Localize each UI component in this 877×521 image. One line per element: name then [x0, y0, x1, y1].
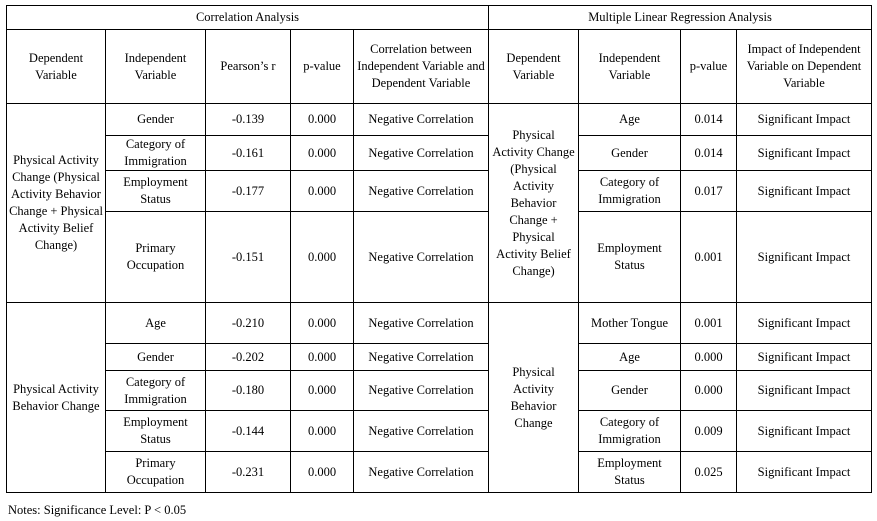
reg-pvalue: 0.000 [681, 371, 737, 411]
header-corr-independent: Independent Variable [106, 30, 206, 104]
pearson-r: -0.231 [206, 452, 291, 493]
corr-independent: Gender [106, 344, 206, 371]
corr-independent: Category of Immigration [106, 371, 206, 411]
header-reg-independent: Independent Variable [579, 30, 681, 104]
reg-independent: Category of Immigration [579, 411, 681, 452]
corr-pvalue: 0.000 [291, 371, 354, 411]
corr-relation: Negative Correlation [354, 104, 489, 136]
results-table [6, 5, 872, 493]
reg-impact: Significant Impact [737, 104, 872, 136]
reg-dependent-behavior: Physical Activity Behavior Change [489, 303, 579, 493]
reg-pvalue: 0.001 [681, 212, 737, 303]
corr-pvalue: 0.000 [291, 452, 354, 493]
reg-pvalue: 0.014 [681, 136, 737, 171]
reg-impact: Significant Impact [737, 411, 872, 452]
corr-pvalue: 0.000 [291, 303, 354, 344]
reg-independent: Mother Tongue [579, 303, 681, 344]
corr-relation: Negative Correlation [354, 344, 489, 371]
reg-impact: Significant Impact [737, 212, 872, 303]
pearson-r: -0.202 [206, 344, 291, 371]
corr-pvalue: 0.000 [291, 171, 354, 212]
pearson-r: -0.151 [206, 212, 291, 303]
pearson-r: -0.177 [206, 171, 291, 212]
pearson-r: -0.210 [206, 303, 291, 344]
reg-pvalue: 0.009 [681, 411, 737, 452]
corr-independent: Category of Immigration [106, 136, 206, 171]
reg-impact: Significant Impact [737, 452, 872, 493]
corr-relation: Negative Correlation [354, 371, 489, 411]
header-corr-relation: Correlation between Independent Variable and Dependent Variable [354, 30, 489, 104]
header-reg-pvalue: p-value [681, 30, 737, 104]
reg-impact: Significant Impact [737, 303, 872, 344]
corr-pvalue: 0.000 [291, 104, 354, 136]
pearson-r: -0.161 [206, 136, 291, 171]
corr-independent: Employment Status [106, 171, 206, 212]
corr-independent: Primary Occupation [106, 452, 206, 493]
reg-impact: Significant Impact [737, 344, 872, 371]
reg-independent: Category of Immigration [579, 171, 681, 212]
table-notes: Notes: Significance Level: P < 0.05 [8, 503, 187, 517]
reg-pvalue: 0.000 [681, 344, 737, 371]
corr-relation: Negative Correlation [354, 136, 489, 171]
pearson-r: -0.139 [206, 104, 291, 136]
pearson-r: -0.144 [206, 411, 291, 452]
header-reg-dependent: Dependent Variable [489, 30, 579, 104]
corr-relation: Negative Correlation [354, 411, 489, 452]
reg-pvalue: 0.014 [681, 104, 737, 136]
corr-relation: Negative Correlation [354, 171, 489, 212]
corr-independent: Employment Status [106, 411, 206, 452]
corr-relation: Negative Correlation [354, 452, 489, 493]
reg-impact: Significant Impact [737, 371, 872, 411]
header-corr-pvalue: p-value [291, 30, 354, 104]
section-regression: Multiple Linear Regression Analysis [489, 6, 872, 30]
reg-independent: Age [579, 344, 681, 371]
reg-independent: Age [579, 104, 681, 136]
corr-pvalue: 0.000 [291, 411, 354, 452]
reg-independent: Employment Status [579, 452, 681, 493]
corr-pvalue: 0.000 [291, 136, 354, 171]
corr-independent: Gender [106, 104, 206, 136]
corr-independent: Age [106, 303, 206, 344]
reg-independent: Gender [579, 371, 681, 411]
reg-impact: Significant Impact [737, 171, 872, 212]
header-pearson: Pearson’s r [206, 30, 291, 104]
corr-pvalue: 0.000 [291, 344, 354, 371]
corr-dependent-behavior: Physical Activity Behavior Change [7, 303, 106, 493]
reg-pvalue: 0.001 [681, 303, 737, 344]
corr-pvalue: 0.000 [291, 212, 354, 303]
corr-relation: Negative Correlation [354, 212, 489, 303]
reg-dependent-change: Physical Activity Change (Physical Activity Behavior Change + Physical Activity Belief Change) [489, 104, 579, 303]
section-correlation: Correlation Analysis [7, 6, 489, 30]
corr-independent: Primary Occupation [106, 212, 206, 303]
corr-relation: Negative Correlation [354, 303, 489, 344]
reg-pvalue: 0.017 [681, 171, 737, 212]
pearson-r: -0.180 [206, 371, 291, 411]
reg-independent: Employment Status [579, 212, 681, 303]
header-reg-impact: Impact of Independent Variable on Dependent Variable [737, 30, 872, 104]
header-corr-dependent: Dependent Variable [7, 30, 106, 104]
reg-pvalue: 0.025 [681, 452, 737, 493]
reg-independent: Gender [579, 136, 681, 171]
reg-impact: Significant Impact [737, 136, 872, 171]
corr-dependent-change: Physical Activity Change (Physical Activity Behavior Change + Physical Activity Belief Change) [7, 104, 106, 303]
